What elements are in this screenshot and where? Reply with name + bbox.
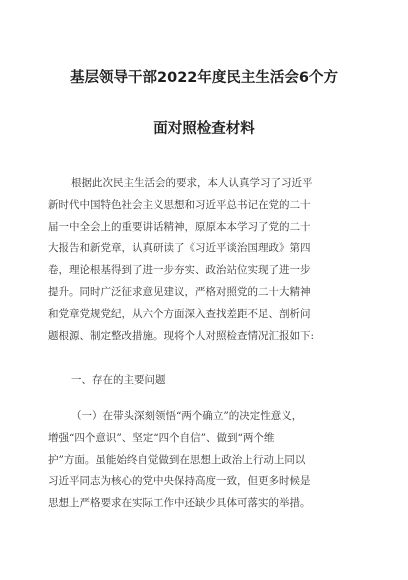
- subsection-paragraph: [48, 406, 356, 515]
- subsection-paragraph-line: 护”方面。虽能始终自觉做到在思想上政治上行动上同以: [48, 453, 306, 466]
- intro-paragraph-line: 提升。同时广泛征求意见建议，严格对照党的二十大精神: [48, 285, 311, 298]
- subsection-paragraph-line: 增强“四个意识”、坚定“四个自信”、做到“两个维: [48, 431, 275, 444]
- document-title-line-1: 基层领导干部2022年度民主生活会6个方: [70, 70, 338, 86]
- subsection-paragraph-line: 习近平同志为核心的党中央保持高度一致，但更多时候是: [48, 475, 311, 488]
- intro-paragraph-line: 卷，理论根基得到了进一步夯实、政治站位实现了进一步: [48, 264, 311, 277]
- document-title-line-2: 面对照检查材料: [153, 121, 255, 137]
- intro-paragraph-line: 大报告和新党章，认真研读了《习近平谈治国理政》第四: [48, 242, 311, 255]
- intro-paragraph-line: 和党章党规党纪，从六个方面深入查找差距不足、剖析问: [48, 307, 311, 320]
- intro-paragraph-line: 根据此次民主生活会的要求，本人认真学习了习近平: [71, 177, 313, 189]
- subsection-paragraph-line: （一）在带头深刻领悟“两个确立”的决定性意义，: [71, 410, 303, 422]
- intro-paragraph-line: 题根源、制定整改措施。现将个人对照检查情况汇报如下:: [48, 329, 315, 342]
- intro-paragraph-line: 新时代中国特色社会主义思想和习近平总书记在党的二十: [48, 198, 311, 211]
- intro-paragraph-line: 届一中全会上的重要讲话精神，原原本本学习了党的二十: [48, 220, 311, 233]
- intro-paragraph: [48, 173, 356, 347]
- subsection-paragraph-line: 思想上严格要求在实际工作中还缺少具体可落实的举措。: [48, 497, 311, 510]
- section-heading: 一、存在的主要问题: [71, 374, 166, 386]
